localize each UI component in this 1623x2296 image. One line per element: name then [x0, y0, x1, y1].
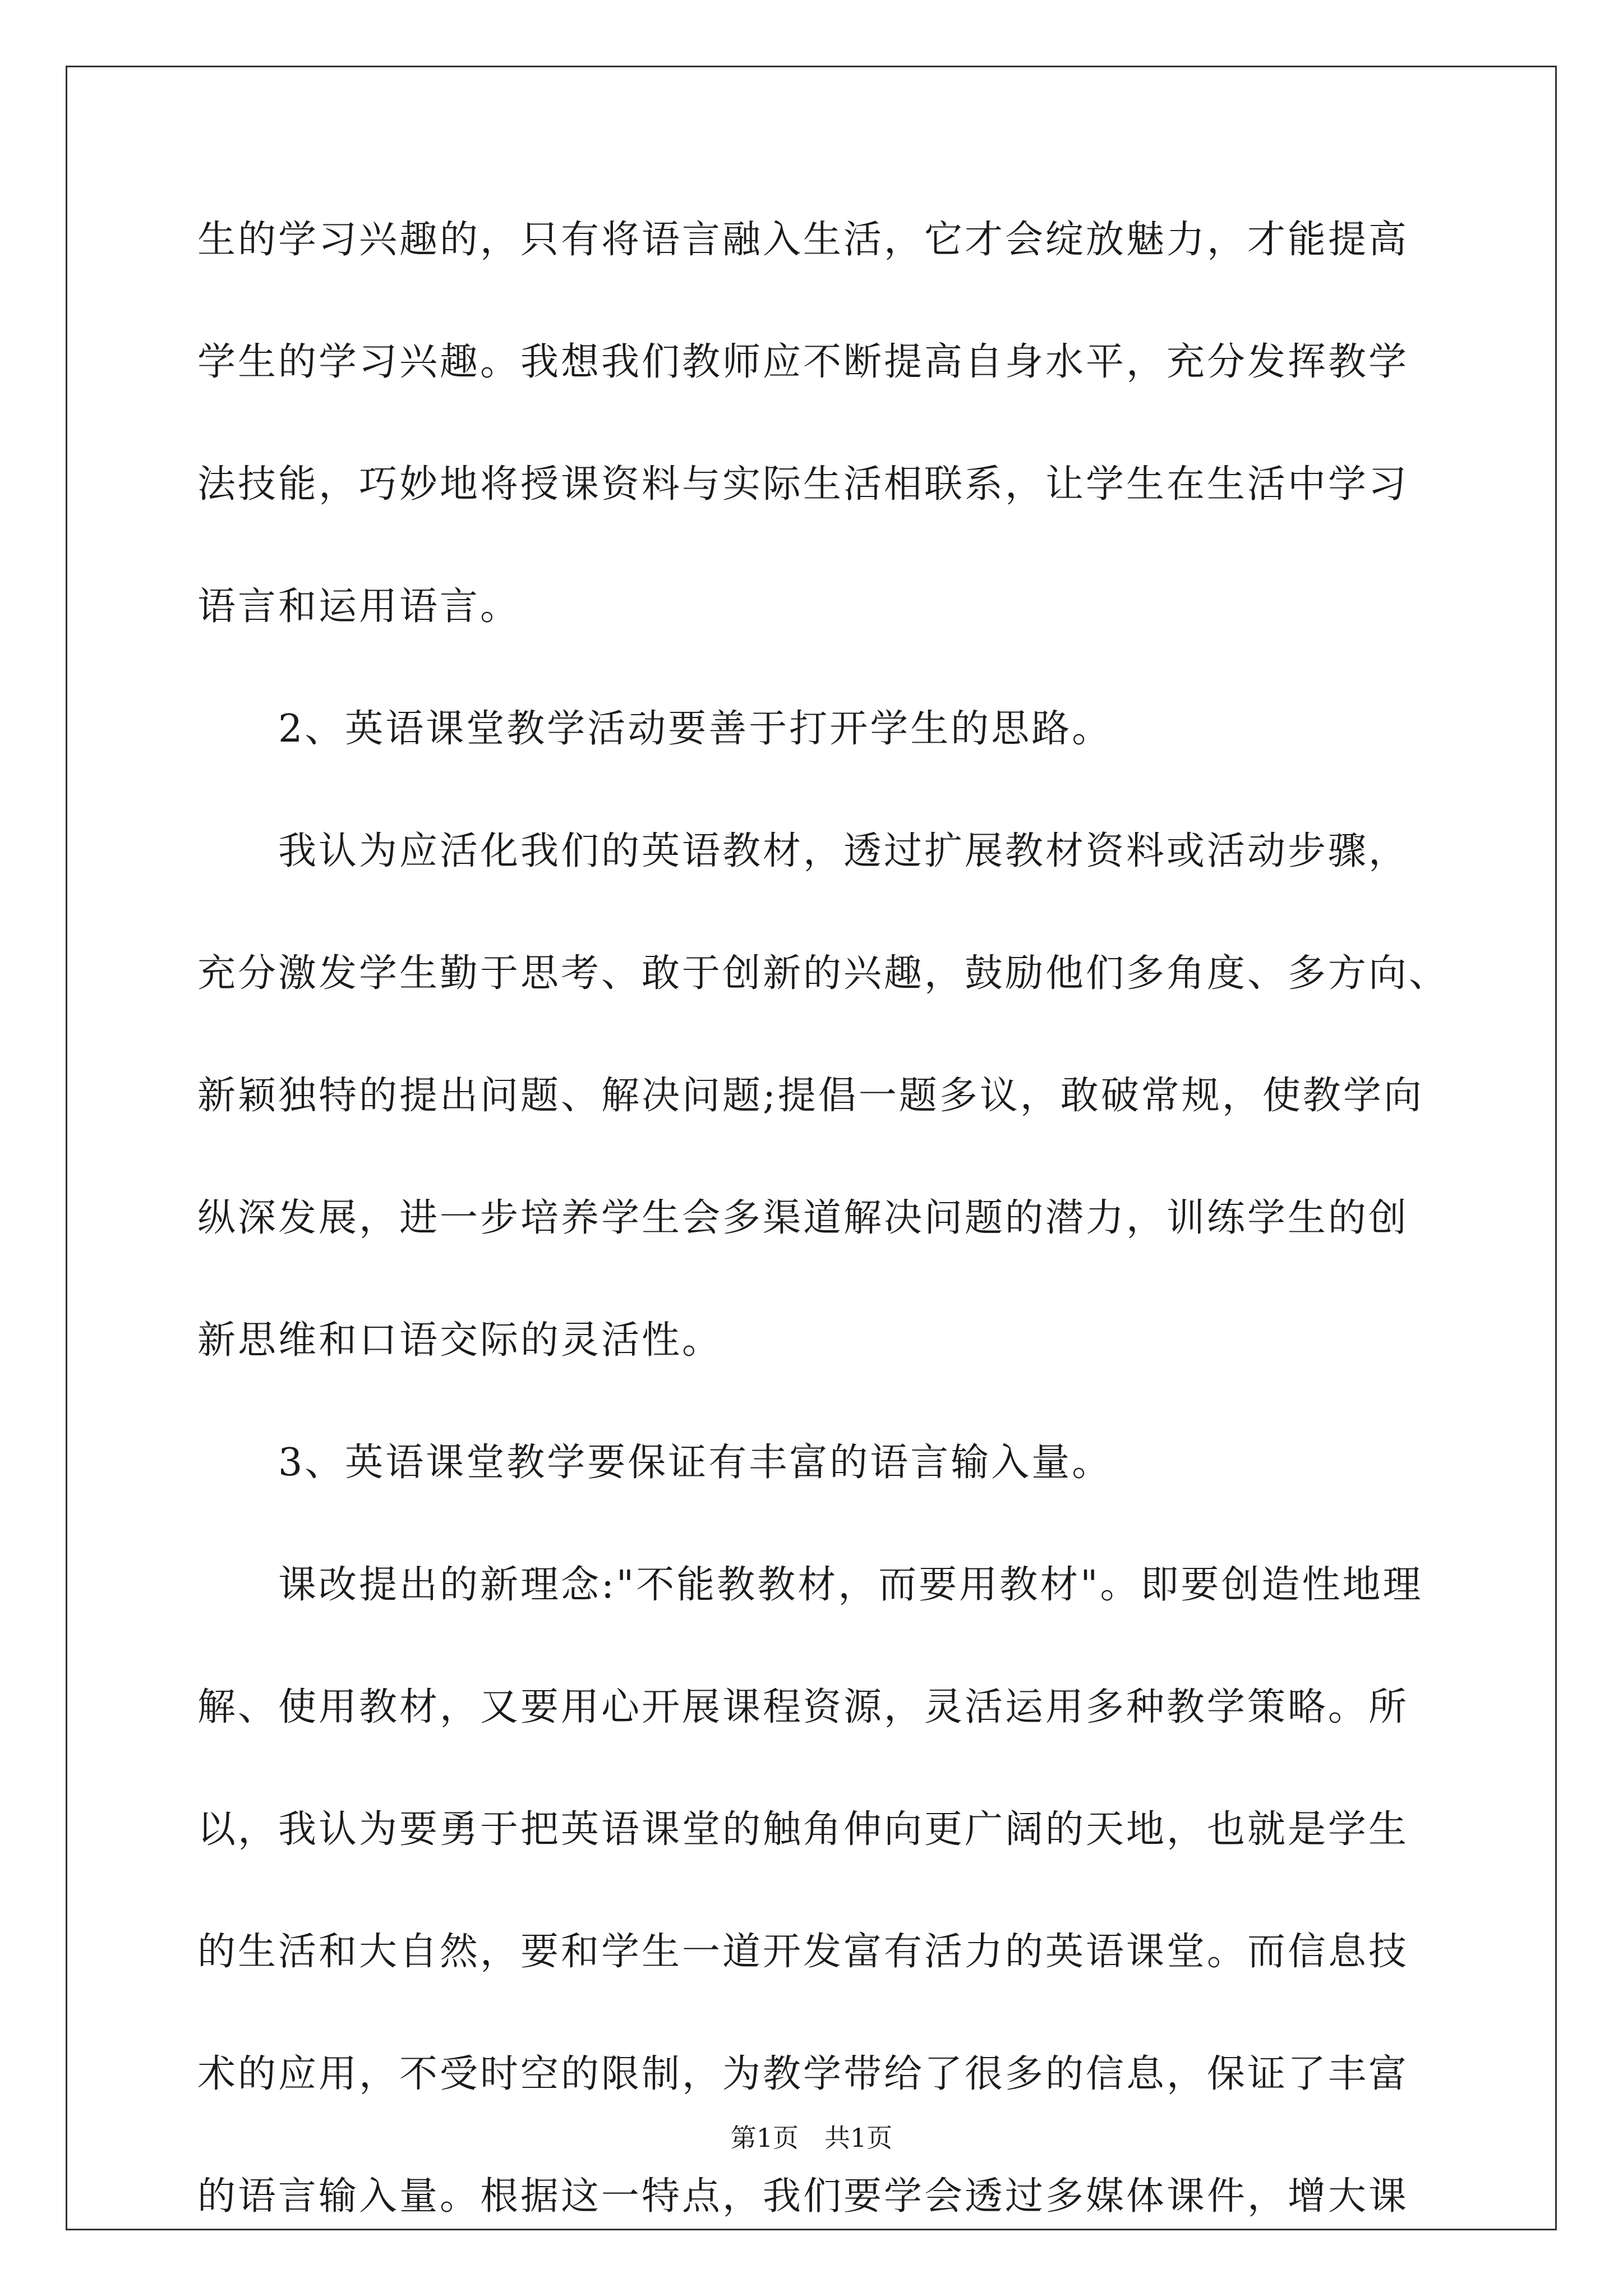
text-line: 法技能，巧妙地将授课资料与实际生活相联系，让学生在生活中学习 [197, 462, 1409, 507]
text-line: 新思维和口语交际的灵活性。 [197, 1318, 723, 1363]
text-line: 纵深发展，进一步培养学生会多渠道解决问题的潜力，训练学生的创 [197, 1196, 1409, 1240]
text-line: 2、英语课堂教学活动要善于打开学生的思路。 [197, 707, 1113, 751]
text-line: 生的学习兴趣的，只有将语言融入生活，它才会绽放魅力，才能提高 [197, 218, 1409, 262]
text-line: 以，我认为要勇于把英语课堂的触角伸向更广阔的天地，也就是学生 [197, 1807, 1409, 1852]
text-line: 学生的学习兴趣。我想我们教师应不断提高自身水平，充分发挥教学 [197, 340, 1409, 384]
text-line: 的语言输入量。根据这一特点，我们要学会透过多媒体课件，增大课 [197, 2174, 1409, 2219]
text-line: 我认为应活化我们的英语教材，透过扩展教材资料或活动步骤， [197, 829, 1409, 873]
text-line: 课改提出的新理念:"不能教教材，而要用教材"。即要创造性地理 [197, 1563, 1423, 1607]
text-line: 语言和运用语言。 [197, 585, 521, 629]
text-line: 充分激发学生勤于思考、敢于创新的兴趣，鼓励他们多角度、多方向、 [197, 951, 1450, 996]
text-line: 新颖独特的提出问题、解决问题;提倡一题多议，敢破常规，使教学向 [197, 1074, 1424, 1118]
text-line: 术的应用，不受时空的限制，为教学带给了很多的信息，保证了丰富 [197, 2052, 1409, 2096]
text-line: 解、使用教材，又要用心开展课程资源，灵活运用多种教学策略。所 [197, 1685, 1409, 1729]
text-line: 3、英语课堂教学要保证有丰富的语言输入量。 [197, 1441, 1113, 1485]
page-footer: 第1页 共1页 [730, 2123, 893, 2153]
text-line: 的生活和大自然，要和学生一道开发富有活力的英语课堂。而信息技 [197, 1930, 1409, 1974]
